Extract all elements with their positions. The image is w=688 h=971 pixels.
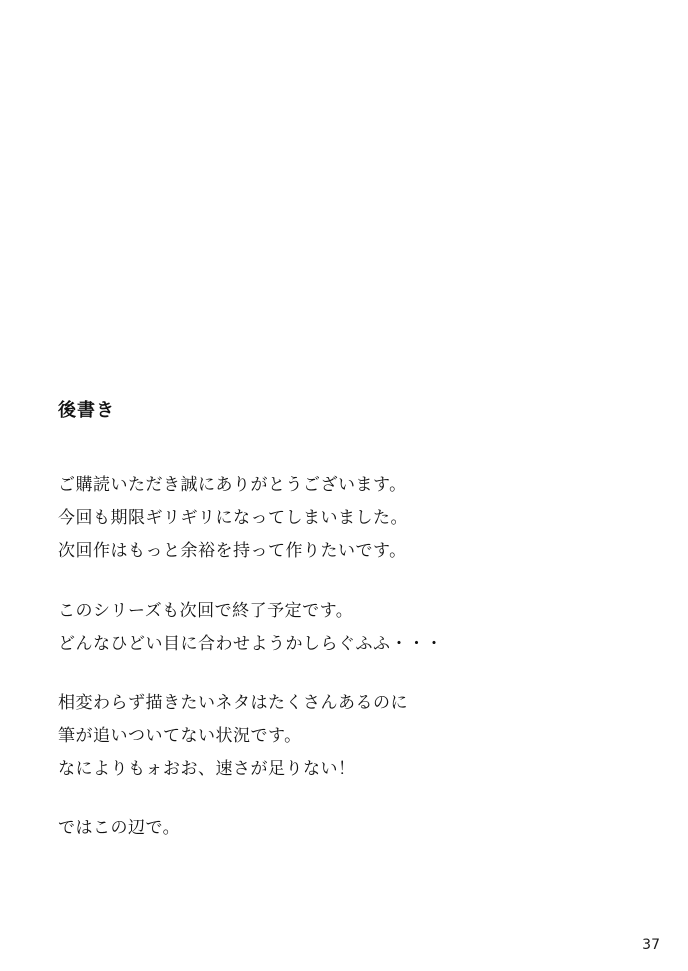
paragraph: ではこの辺で。 — [58, 818, 181, 839]
page-number: 37 — [642, 937, 660, 953]
paragraph: このシリーズも次回で終了予定です。 どんなひどい目に合わせようかしらぐふふ・・・ — [58, 600, 443, 654]
paragraph: 相変わらず描きたいネタはたくさんあるのに 筆が追いついてない状況です。 なによりもォおお、速さが足りない！ — [58, 692, 408, 780]
afterword-body — [58, 469, 618, 845]
afterword-section — [58, 398, 618, 845]
page-title: 後書き — [58, 400, 115, 421]
paragraph: ご購読いただき誠にありがとうございます。 今回も期限ギリギリになってしまいました。 次回作はもっと余裕を持って作りたいです。 — [58, 475, 408, 562]
